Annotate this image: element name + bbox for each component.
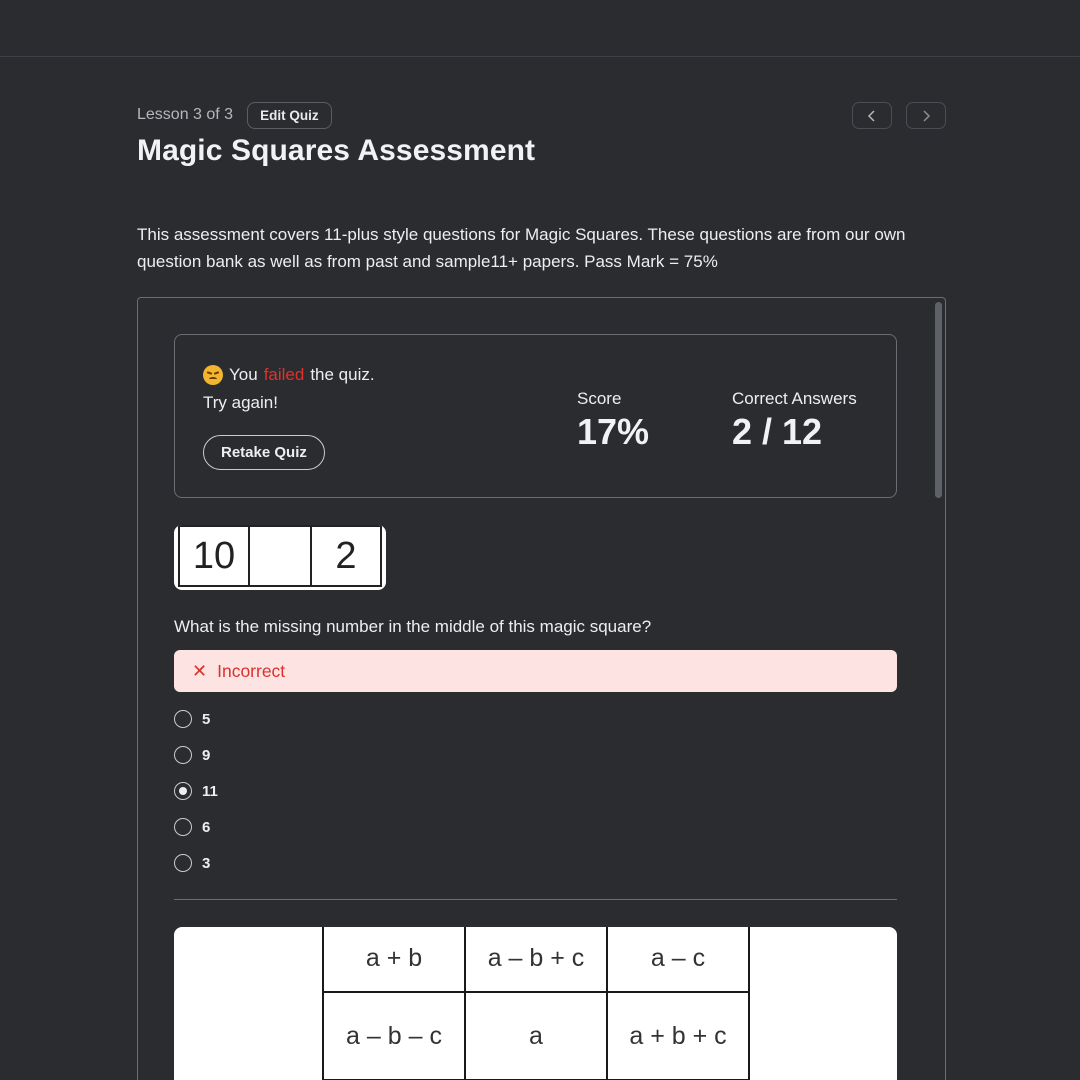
answer-option[interactable] xyxy=(174,816,218,852)
lesson-header xyxy=(137,101,332,129)
previous-lesson-button[interactable] xyxy=(852,102,892,129)
result-you: You xyxy=(229,365,258,384)
result-the-quiz: the quiz. xyxy=(310,365,375,384)
question-divider xyxy=(174,899,897,900)
correct-answers-label: Correct Answers xyxy=(732,389,857,408)
incorrect-label: Incorrect xyxy=(217,660,286,681)
question-1-text: What is the missing number in the middle of this magic square? xyxy=(174,617,652,636)
answer-option[interactable] xyxy=(174,708,218,744)
magic-square-cell xyxy=(248,525,312,587)
magic-square-cell: a – c xyxy=(606,927,750,993)
radio-button[interactable] xyxy=(174,854,192,872)
next-lesson-button[interactable] xyxy=(906,102,946,129)
try-again-text: Try again! xyxy=(203,393,278,412)
question-2-image xyxy=(174,927,897,1080)
magic-square-cell: a + b xyxy=(322,927,466,993)
quiz-scrollbar[interactable] xyxy=(935,302,942,498)
correct-answers-value: 2 / 12 xyxy=(732,411,823,452)
disappointed-face-icon xyxy=(203,365,223,385)
answer-option[interactable] xyxy=(174,744,218,780)
close-icon: ✕ xyxy=(192,660,208,681)
answer-option-label: 5 xyxy=(202,710,211,728)
radio-button[interactable] xyxy=(174,746,192,764)
magic-square-cell: a – b + c xyxy=(464,927,608,993)
answer-option-label: 11 xyxy=(202,782,218,800)
score-stat xyxy=(577,389,649,453)
lesson-progress-label: Lesson 3 of 3 xyxy=(137,106,234,123)
answer-option-label: 3 xyxy=(202,854,211,872)
answer-option[interactable] xyxy=(174,852,218,888)
chevron-left-icon xyxy=(867,110,877,122)
answer-option-label: 6 xyxy=(202,818,211,836)
score-value: 17% xyxy=(577,411,650,452)
top-bar xyxy=(0,0,1080,57)
quiz-description: This assessment covers 11-plus style questions for Magic Squares. These questions are from our own question bank as well as from past and sample11+ papers. Pass Mark = 75% xyxy=(137,225,906,271)
quiz-result-card xyxy=(174,334,897,498)
radio-button[interactable] xyxy=(174,710,192,728)
magic-square-cell: a – b – c xyxy=(322,991,466,1080)
page-title: Magic Squares Assessment xyxy=(137,134,536,167)
correct-answers-stat xyxy=(732,389,857,453)
radio-button[interactable] xyxy=(174,818,192,836)
magic-square-cell: a + b + c xyxy=(606,991,750,1080)
magic-square-cell: 10 xyxy=(178,525,250,587)
score-label: Score xyxy=(577,389,622,408)
edit-quiz-button[interactable]: Edit Quiz xyxy=(247,102,332,129)
answer-option-label: 9 xyxy=(202,746,211,764)
magic-square-cell: a xyxy=(464,991,608,1080)
answer-option[interactable] xyxy=(174,780,218,816)
radio-button-selected[interactable] xyxy=(174,782,192,800)
answer-options xyxy=(174,708,218,888)
retake-quiz-button[interactable]: Retake Quiz xyxy=(203,435,325,470)
result-message xyxy=(203,365,375,385)
magic-square-cell: 2 xyxy=(310,525,382,587)
question-1-image xyxy=(174,525,386,590)
incorrect-banner xyxy=(174,650,897,692)
result-failed-word: failed xyxy=(263,365,305,384)
chevron-right-icon xyxy=(921,110,931,122)
